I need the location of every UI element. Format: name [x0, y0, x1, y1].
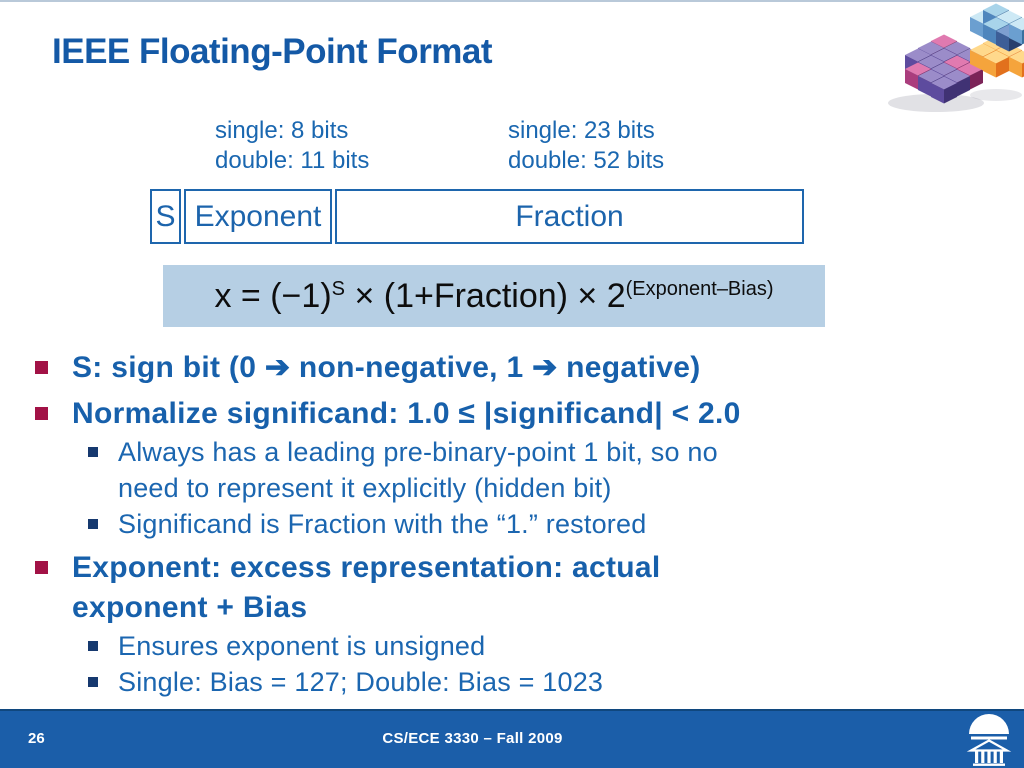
bullet-exponent-excess-line2: exponent + Bias: [72, 591, 308, 624]
bullet-square-icon: [35, 361, 48, 374]
formula-middle: × (1+Fraction) × 2: [345, 277, 626, 315]
page-number: 26: [28, 730, 45, 747]
sub-bullet-hidden-bit-line1: Always has a leading pre-binary-point 1 bit, so no: [118, 437, 718, 467]
sub-bullet-significand: Significand is Fraction with the “1.” restored: [118, 509, 647, 539]
course-label: CS/ECE 3330 – Fall 2009: [382, 730, 563, 747]
exponent-size-labels: [215, 116, 369, 176]
sub-bullet-square-icon: [88, 519, 98, 529]
bullet-normalize: Normalize significand: 1.0 ≤ |significand| < 2.0: [72, 397, 741, 430]
sign-field-cell: S: [150, 189, 181, 244]
top-border: [0, 0, 1024, 2]
sub-bullet-hidden-bit: [118, 434, 718, 506]
sub-bullet-hidden-bit-line2: need to represent it explicitly (hidden bit): [118, 473, 612, 503]
exponent-field-cell: Exponent: [184, 189, 332, 244]
bullet-exponent-excess-line1: Exponent: excess representation: actual: [72, 551, 661, 584]
list-item: [30, 548, 998, 628]
list-item: [30, 664, 998, 700]
exponent-double-label: double: 11 bits: [215, 147, 370, 174]
bullet-square-icon: [35, 561, 48, 574]
formula-power: (Exponent–Bias): [625, 278, 774, 300]
float-format-table: [150, 189, 804, 244]
list-item: [30, 506, 998, 542]
sub-bullet-square-icon: [88, 677, 98, 687]
slide-title: IEEE Floating-Point Format: [52, 32, 493, 71]
sub-bullet-bias-values: Single: Bias = 127; Double: Bias = 1023: [118, 667, 604, 697]
sub-bullet-square-icon: [88, 641, 98, 651]
formula-base: x = (−1): [214, 277, 332, 315]
fraction-field-cell: Fraction: [335, 189, 804, 244]
list-item: [30, 434, 998, 506]
fraction-double-label: double: 52 bits: [508, 147, 665, 174]
list-item: [30, 348, 998, 388]
bullet-square-icon: [35, 407, 48, 420]
3d-cubes-logo-icon: [878, 2, 1024, 116]
fraction-single-label: single: 23 bits: [508, 117, 655, 144]
bullet-list: [30, 342, 998, 700]
formula-sign-exponent: S: [331, 278, 345, 300]
float-value-formula: [163, 265, 825, 327]
exponent-single-label: single: 8 bits: [215, 117, 349, 144]
fraction-size-labels: [508, 116, 664, 176]
sub-bullet-unsigned: Ensures exponent is unsigned: [118, 631, 486, 661]
sub-bullet-square-icon: [88, 447, 98, 457]
list-item: [30, 394, 998, 434]
list-item: [30, 628, 998, 664]
bullet-sign-bit: S: sign bit (0 ➔ non-negative, 1 ➔ negative): [72, 351, 701, 384]
uva-rotunda-icon: [962, 712, 1016, 768]
bullet-exponent-excess: [72, 548, 661, 628]
